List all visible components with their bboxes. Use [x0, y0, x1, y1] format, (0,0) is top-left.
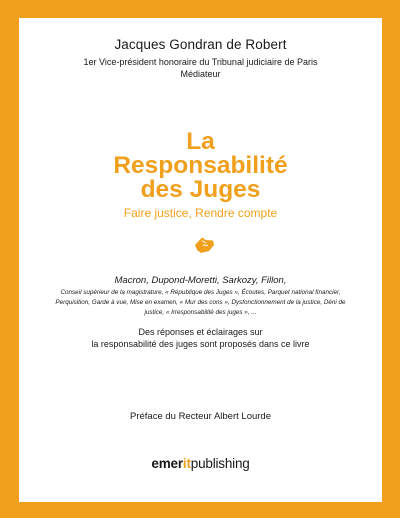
book-title-line-1: La [186, 128, 215, 155]
author-role-2: Médiateur [180, 69, 221, 79]
tagline-line-2: la responsabilité des juges sont proposés dans ce livre [91, 338, 310, 349]
keywords-text: Conseil supérieur de la magistrature, « République des Juges », Écoutes, Parquet national financier, Perquisition, Garde à vue, Mise en examen, « Mur des cons », Dysfonctionnement de la justice, Déni de justice, « Irresponsabilité des juges », ... [55, 289, 346, 316]
author-role-1: 1er Vice-président honoraire du Tribunal judiciaire de Paris [83, 57, 318, 67]
author-name: Jacques Gondran de Robert [114, 37, 287, 52]
pointing-hand-icon [193, 236, 215, 254]
book-subtitle: Faire justice, Rendre compte [123, 206, 278, 220]
preface-credit: Préface du Recteur Albert Lourde [129, 411, 271, 422]
tagline [19, 327, 382, 350]
names-line: Macron, Dupond-Moretti, Sarkozy, Fillon, [114, 275, 287, 286]
cover-panel [19, 18, 382, 502]
book-title-line-2: Responsabilité [113, 152, 288, 179]
tagline-line-1: Des réponses et éclairages sur [138, 327, 263, 337]
publisher-logo: emeritpublishing [151, 456, 250, 471]
book-title-line-3: des Juges [140, 176, 261, 203]
